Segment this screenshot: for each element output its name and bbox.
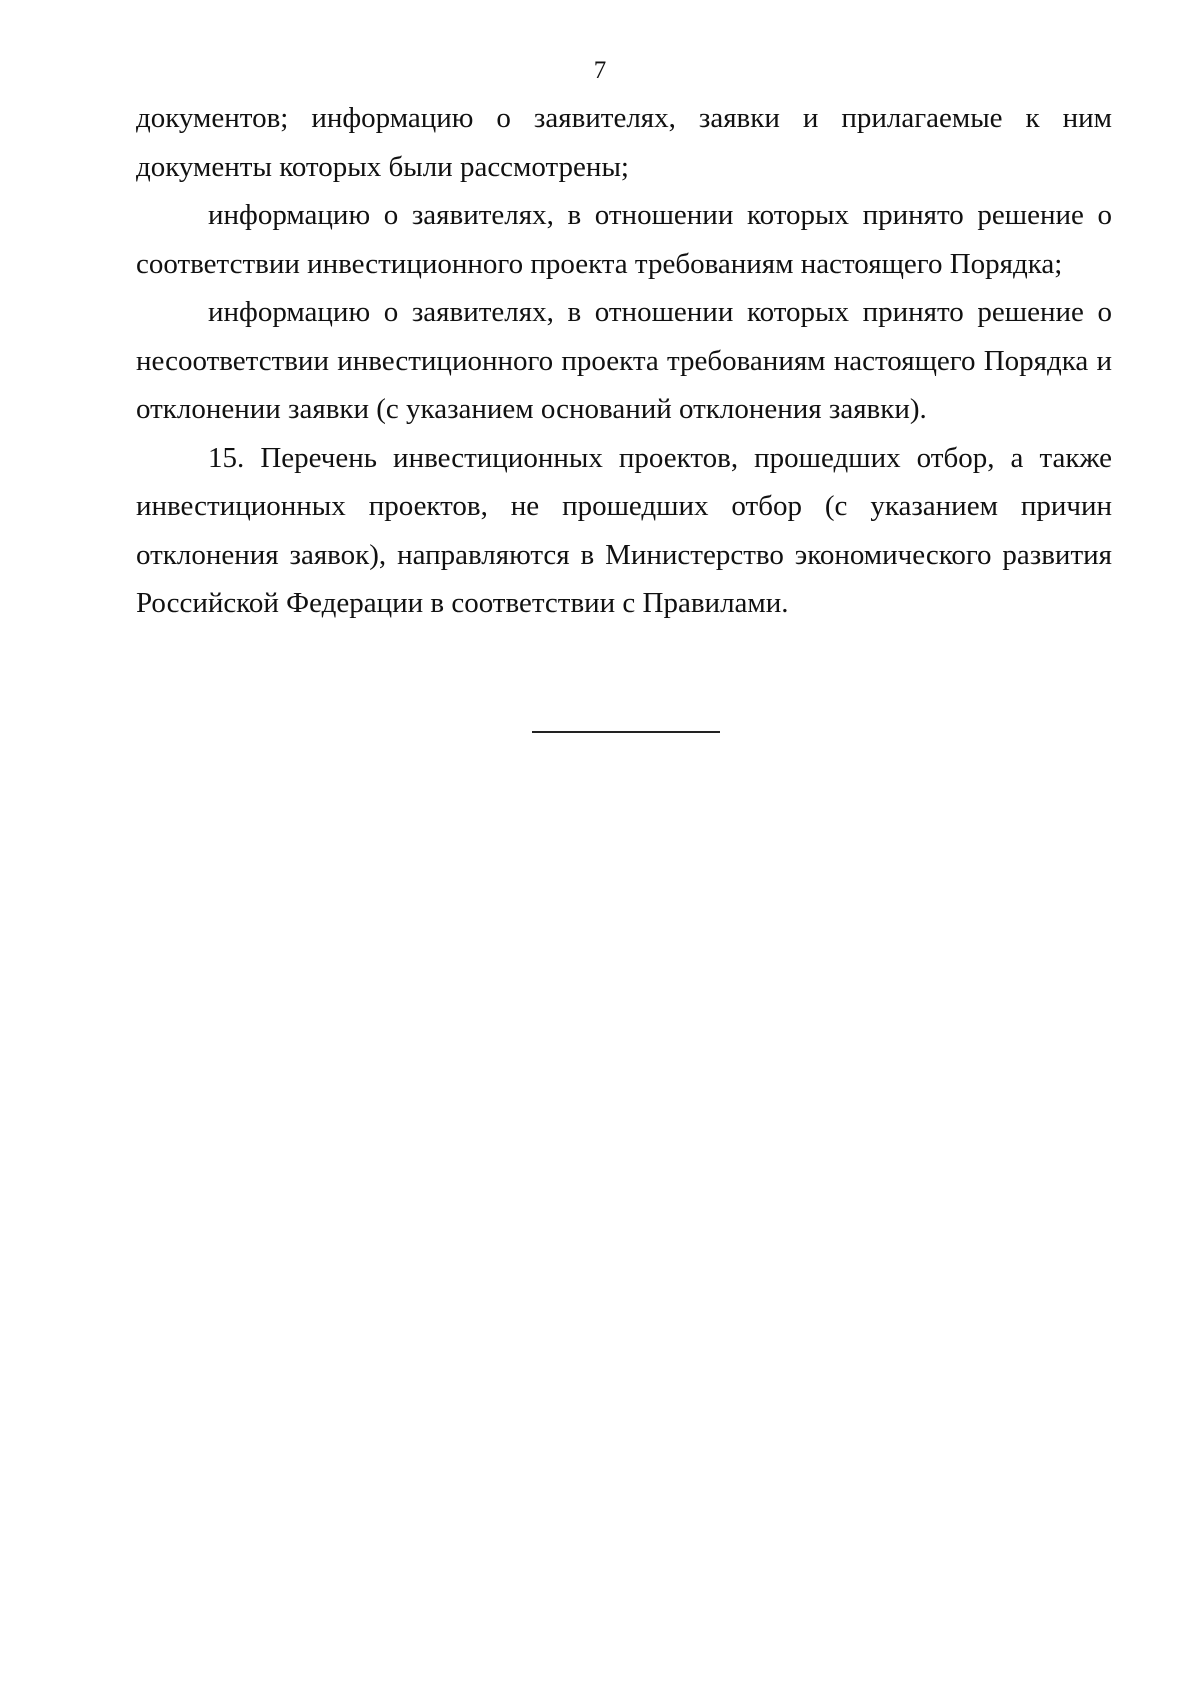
page-number: 7 xyxy=(593,57,607,84)
end-of-document-line xyxy=(532,731,720,733)
paragraph-applicants-compliant: информацию о заявителях, в отношении которых принято решение о соответствии инвестиционного проекта требованиям настоящего Порядка; xyxy=(136,199,1112,280)
paragraph-continuation: документов; информацию о заявителях, заявки и прилагаемые к ним документы которых были рассмотрены; xyxy=(136,102,1112,183)
paragraph-applicants-noncompliant: информацию о заявителях, в отношении которых принято решение о несоответствии инвестиционного проекта требованиям настоящего Порядка и отклонении заявки (с указанием оснований отклонения заявки). xyxy=(136,296,1112,425)
paragraph-item-15: 15. Перечень инвестиционных проектов, прошедших отбор, а также инвестиционных проектов, не прошедших отбор (с указанием причин отклонения заявок), направляются в Министерство экономического развития Российской Федерации в соответствии с Правилами. xyxy=(136,441,1112,619)
document-body xyxy=(136,94,1112,628)
